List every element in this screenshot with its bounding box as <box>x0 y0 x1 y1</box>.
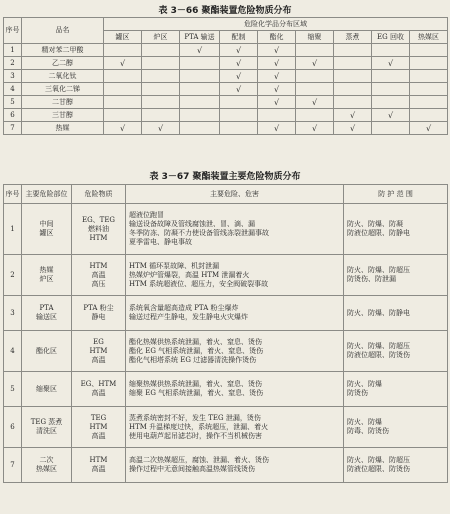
distribution-cell <box>372 122 410 135</box>
distribution-cell <box>372 96 410 109</box>
distribution-cell: √ <box>334 122 372 135</box>
row-seq: 1 <box>4 44 22 57</box>
header-protection-scope: 防 护 范 围 <box>344 185 448 204</box>
distribution-cell: √ <box>180 44 220 57</box>
hazard-line: 酯化热媒供热系统泄漏，着火、窒息、烫伤 <box>129 337 262 346</box>
substance-line: PTA 粉尘 <box>83 304 114 312</box>
hazard-substance <box>72 372 126 407</box>
hazard-location <box>22 331 72 372</box>
distribution-cell: √ <box>296 57 334 70</box>
location-line: 中间 <box>39 220 54 228</box>
distribution-cell: √ <box>372 57 410 70</box>
location-line: 清洗区 <box>36 427 57 435</box>
hazard-line: 蒸煮系统密封不好，发生 TEG 泄漏，烫伤 <box>129 413 261 422</box>
distribution-cell <box>142 109 180 122</box>
substance-line: 高温 <box>91 431 106 440</box>
distribution-cell <box>258 109 296 122</box>
distribution-cell <box>296 83 334 96</box>
hazard-line: 酯化气相塔系统 EG 过滤器清洗操作烫伤 <box>129 355 257 364</box>
header-seq: 序号 <box>4 185 22 204</box>
distribution-cell <box>410 57 448 70</box>
row-seq: 1 <box>4 204 22 255</box>
hazard-line: 输送设备故障及管线腐蚀泄、冒、滴、漏 <box>129 220 255 228</box>
hazard-distribution-table <box>3 17 448 135</box>
hazard-line: 冬季防冻、防凝不力使设备管线冻裂泄漏事故 <box>129 229 269 237</box>
protection-line: 防烫伤、防泄漏 <box>347 275 396 283</box>
distribution-cell <box>296 70 334 83</box>
location-line: PTA <box>39 304 54 312</box>
hazard-line: HTM 循环泵故障、机封泄漏 <box>129 261 220 270</box>
row-seq: 3 <box>4 70 22 83</box>
header-area: PTA 输送 <box>180 31 220 44</box>
substance-line: 静电 <box>91 313 106 321</box>
location-line: 酯化区 <box>36 346 57 355</box>
row-seq: 3 <box>4 296 22 331</box>
distribution-cell <box>180 57 220 70</box>
hazard-line: 操作过程中无意间接触高温热媒管线烫伤 <box>129 465 255 473</box>
table1-caption: 表 3－66 聚酯装置危险物质分布 <box>158 6 292 16</box>
substance-line: HTM <box>89 261 108 270</box>
distribution-cell <box>296 44 334 57</box>
location-line: 二次 <box>39 456 54 464</box>
distribution-cell: √ <box>372 109 410 122</box>
table-row <box>4 83 448 96</box>
header-product: 品名 <box>22 18 104 44</box>
location-line: TEG 蒸煮 <box>30 418 63 426</box>
header-area: 蒸煮 <box>334 31 372 44</box>
main-hazard-table <box>3 184 448 483</box>
hazard-line: 输送过程产生静电，发生静电火灾爆炸 <box>129 313 248 321</box>
distribution-cell: √ <box>410 122 448 135</box>
hazard-line: 缩聚热媒供热系统泄漏，着火、窒息、烫伤 <box>129 380 262 388</box>
main-hazards <box>126 296 344 331</box>
hazard-location <box>22 204 72 255</box>
table-row <box>4 44 448 57</box>
table-row <box>4 122 448 135</box>
protection-scope <box>344 407 448 448</box>
substance-line: 高温 <box>91 389 106 397</box>
distribution-cell: √ <box>258 57 296 70</box>
location-line: 热媒 <box>39 266 54 274</box>
protection-line: 防火、防爆、防超压 <box>347 342 410 350</box>
table-row <box>4 407 448 448</box>
protection-scope <box>344 372 448 407</box>
hazard-line: 热媒炉炉管爆裂，高温 HTM 泄漏着火 <box>129 270 250 279</box>
distribution-cell <box>372 44 410 57</box>
row-seq: 2 <box>4 255 22 296</box>
distribution-cell <box>180 96 220 109</box>
table-row <box>4 204 448 255</box>
header-hazard-substance: 危险物质 <box>72 185 126 204</box>
distribution-cell <box>142 57 180 70</box>
distribution-cell <box>142 83 180 96</box>
table-row <box>4 109 448 122</box>
row-seq: 6 <box>4 109 22 122</box>
main-hazards <box>126 372 344 407</box>
protection-scope <box>344 448 448 483</box>
distribution-cell <box>142 96 180 109</box>
distribution-cell: √ <box>104 57 142 70</box>
substance-line: TEG <box>90 413 107 422</box>
protection-line: 防火、防爆、防超压 <box>347 456 410 464</box>
substance-line: EG <box>93 337 104 346</box>
distribution-cell <box>296 109 334 122</box>
distribution-cell <box>334 70 372 83</box>
distribution-cell: √ <box>220 83 258 96</box>
substance-line: HTM <box>89 456 108 464</box>
header-area: 缩聚 <box>296 31 334 44</box>
substance-line: 高温 <box>91 465 106 473</box>
distribution-cell <box>410 109 448 122</box>
protection-scope <box>344 204 448 255</box>
distribution-cell <box>410 44 448 57</box>
distribution-cell: √ <box>258 70 296 83</box>
distribution-cell <box>410 70 448 83</box>
protection-line: 防液位超限、防静电 <box>347 229 410 237</box>
location-line: 缩聚区 <box>36 384 57 393</box>
hazard-substance <box>72 296 126 331</box>
distribution-cell <box>104 83 142 96</box>
row-seq: 4 <box>4 331 22 372</box>
distribution-cell: √ <box>258 83 296 96</box>
hazard-line: HTM 升温梯度过快，系统超压，泄漏、着火 <box>129 422 269 431</box>
protection-scope <box>344 331 448 372</box>
row-seq: 6 <box>4 407 22 448</box>
main-hazards <box>126 407 344 448</box>
table-row <box>4 372 448 407</box>
distribution-cell <box>180 83 220 96</box>
distribution-cell <box>334 44 372 57</box>
distribution-cell <box>220 109 258 122</box>
hazard-location <box>22 407 72 448</box>
substance-line: HTM <box>89 233 108 242</box>
row-seq: 5 <box>4 96 22 109</box>
substance-line: EG、HTM <box>80 380 117 388</box>
protection-line: 防液位超限、防烫伤 <box>347 465 410 473</box>
distribution-cell: √ <box>296 96 334 109</box>
row-seq: 2 <box>4 57 22 70</box>
product-name: 三氧化二锑 <box>22 83 104 96</box>
table2-caption: 表 3－67 聚酯装置主要危险物质分布 <box>149 172 301 182</box>
header-distribution-area: 危险化学品分布区域 <box>104 18 448 31</box>
substance-line: 燃料油 <box>88 224 109 233</box>
hazard-line: 使用电葫芦起吊滤芯时，操作不当机械伤害 <box>129 431 262 440</box>
header-area: 炉区 <box>142 31 180 44</box>
product-name: 二氧化钛 <box>22 70 104 83</box>
distribution-cell: √ <box>258 96 296 109</box>
row-seq: 7 <box>4 448 22 483</box>
table-row <box>4 296 448 331</box>
protection-line: 防火、防爆、防超压 <box>347 266 410 274</box>
substance-line: HTM <box>89 346 108 355</box>
hazard-substance <box>72 407 126 448</box>
protection-line: 防火、防爆 <box>347 418 382 426</box>
substance-line: 高温 <box>91 270 106 279</box>
distribution-cell <box>104 109 142 122</box>
header-area: 酯化 <box>258 31 296 44</box>
location-line: 热媒区 <box>36 465 57 473</box>
header-seq: 序号 <box>4 18 22 44</box>
header-main-hazards: 主要危险、危害 <box>126 185 344 204</box>
main-hazards <box>126 204 344 255</box>
protection-line: 防液位超限、防烫伤 <box>347 351 410 359</box>
distribution-cell <box>410 96 448 109</box>
product-name: 乙二醇 <box>22 57 104 70</box>
product-name: 二甘醇 <box>22 96 104 109</box>
distribution-cell <box>104 44 142 57</box>
substance-line: HTM <box>89 422 108 431</box>
protection-scope <box>344 296 448 331</box>
distribution-cell <box>142 70 180 83</box>
distribution-cell: √ <box>258 44 296 57</box>
protection-scope <box>344 255 448 296</box>
hazard-line: 缩聚 EG 气相系统泄漏，着火、窒息、烫伤 <box>129 389 264 397</box>
distribution-cell <box>334 57 372 70</box>
hazard-line: 系统氧含量超高造成 PTA 粉尘爆炸 <box>129 304 239 312</box>
header-area: 配制 <box>220 31 258 44</box>
hazard-line: 夏季雷电、静电事故 <box>129 238 192 246</box>
substance-line: 高温 <box>91 355 106 364</box>
hazard-location <box>22 296 72 331</box>
distribution-cell <box>104 70 142 83</box>
row-seq: 5 <box>4 372 22 407</box>
hazard-line: 高温二次热媒超压，腐蚀、泄漏、着火、烫伤 <box>129 456 269 464</box>
substance-line: EG、TEG <box>81 215 116 224</box>
hazard-line: 超液位跑冒 <box>129 211 164 219</box>
product-name: 精对苯二甲酸 <box>22 44 104 57</box>
distribution-cell: √ <box>220 57 258 70</box>
header-area: EG 回收 <box>372 31 410 44</box>
header-area: 罐区 <box>104 31 142 44</box>
distribution-cell: √ <box>258 122 296 135</box>
protection-line: 防火、防爆、防凝 <box>347 220 403 228</box>
distribution-cell: √ <box>220 70 258 83</box>
protection-line: 防毒、防烫伤 <box>347 427 389 435</box>
location-line: 炉区 <box>39 275 54 283</box>
table-row <box>4 96 448 109</box>
hazard-location <box>22 255 72 296</box>
row-seq: 4 <box>4 83 22 96</box>
distribution-cell <box>180 122 220 135</box>
hazard-line: 酯化 EG 气相系统泄漏，着火、窒息、烫伤 <box>129 346 264 355</box>
hazard-substance <box>72 255 126 296</box>
distribution-cell: √ <box>142 122 180 135</box>
protection-line: 防火、防爆 <box>347 380 382 388</box>
distribution-cell: √ <box>220 44 258 57</box>
hazard-substance <box>72 448 126 483</box>
location-line: 罐区 <box>39 229 54 237</box>
distribution-cell <box>334 83 372 96</box>
distribution-cell <box>372 83 410 96</box>
distribution-cell <box>104 96 142 109</box>
row-seq: 7 <box>4 122 22 135</box>
product-name: 三甘醇 <box>22 109 104 122</box>
table-row <box>4 255 448 296</box>
distribution-cell <box>334 96 372 109</box>
substance-line: 高压 <box>91 279 106 288</box>
hazard-location <box>22 448 72 483</box>
table-row <box>4 331 448 372</box>
table-row <box>4 70 448 83</box>
table-row <box>4 448 448 483</box>
main-hazards <box>126 331 344 372</box>
hazard-line: HTM 系统超液位、超压力，安全阀破裂事故 <box>129 279 269 288</box>
location-line: 输送区 <box>36 313 57 321</box>
header-hazard-location: 主要危险部位 <box>22 185 72 204</box>
distribution-cell <box>180 109 220 122</box>
protection-line: 防火、防爆、防静电 <box>347 308 410 317</box>
distribution-cell: √ <box>104 122 142 135</box>
main-hazards <box>126 255 344 296</box>
main-hazards <box>126 448 344 483</box>
table-row <box>4 57 448 70</box>
product-name: 热媒 <box>22 122 104 135</box>
distribution-cell <box>372 70 410 83</box>
distribution-cell <box>220 122 258 135</box>
distribution-cell <box>142 44 180 57</box>
distribution-cell <box>180 70 220 83</box>
hazard-location <box>22 372 72 407</box>
header-area: 热媒区 <box>410 31 448 44</box>
distribution-cell <box>220 96 258 109</box>
protection-line: 防烫伤 <box>347 389 368 397</box>
hazard-substance <box>72 331 126 372</box>
hazard-substance <box>72 204 126 255</box>
distribution-cell: √ <box>334 109 372 122</box>
distribution-cell: √ <box>296 122 334 135</box>
distribution-cell <box>410 83 448 96</box>
